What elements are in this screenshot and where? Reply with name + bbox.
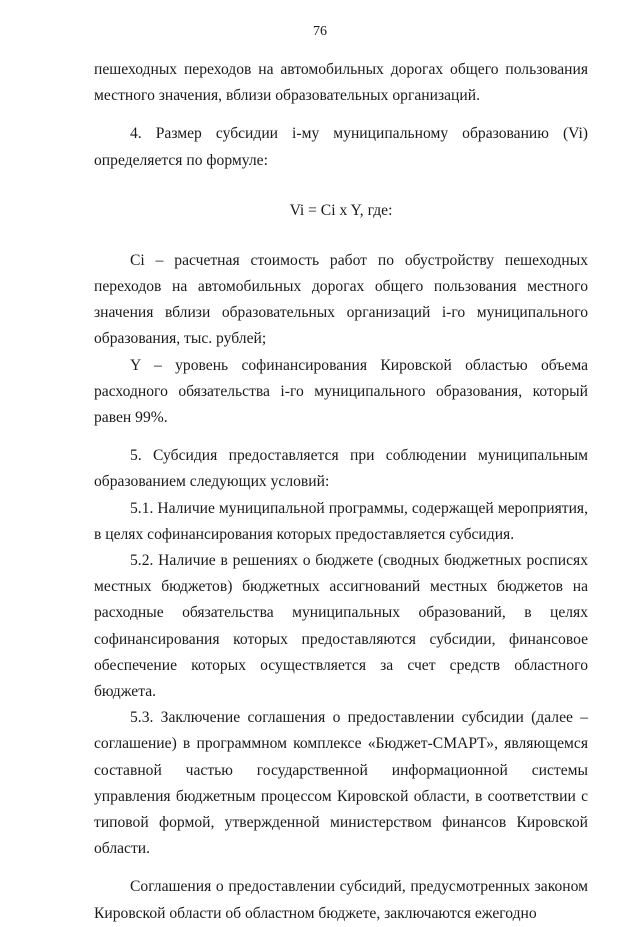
paragraph-item-5-2: 5.2. Наличие в решениях о бюджете (сводных бюджетных росписях местных бюджетов) бюджетных ассигнований местных бюджетов на расходные обязательства муниципальных образований, в целях софинансирования которых предоставляются субсидии, финансовое обеспечение которых осуществляется за счет средств областного бюджета. (94, 552, 588, 701)
paragraph-y-definition: Y – уровень софинансирования Кировской областью объема расходного обязательства i-го муниципального образования, который равен 99%. (94, 356, 588, 427)
document-body (94, 57, 588, 927)
paragraph-item-5: 5. Субсидия предоставляется при соблюдении муниципальным образованием следующих условий: (94, 447, 588, 491)
formula: Vi = Ci x Y, где: (289, 201, 393, 219)
paragraph-item-5-1: 5.1. Наличие муниципальной программы, содержащей мероприятия, в целях софинансирования которых предоставляется субсидия. (94, 499, 588, 543)
paragraph-continuation: пешеходных переходов на автомобильных дорогах общего пользования местного значения, вблизи образовательных организаций. (94, 61, 588, 105)
paragraph-ci-definition: Ci – расчетная стоимость работ по обустройству пешеходных переходов на автомобильных дорогах общего пользования местного значения вблизи образовательных организаций i-го муниципального образования, тыс. рублей; (94, 251, 588, 348)
paragraph-agreements: Соглашения о предоставлении субсидий, предусмотренных законом Кировской области об областном бюджете, заключаются ежегодно (94, 878, 588, 922)
paragraph-item-4: 4. Размер субсидии i-му муниципальному образованию (Vi) определяется по формуле: (94, 125, 588, 169)
paragraph-item-5-3: 5.3. Заключение соглашения о предоставлении субсидии (далее – соглашение) в программном комплексе «Бюджет-СМАРТ», являющемся составной частью государственной информационной системы управления бюджетным процессом Кировской области, в соответствии с типовой формой, утвержденной министерством финансов Кировской области. (94, 709, 588, 858)
page-number: 76 (313, 24, 327, 39)
